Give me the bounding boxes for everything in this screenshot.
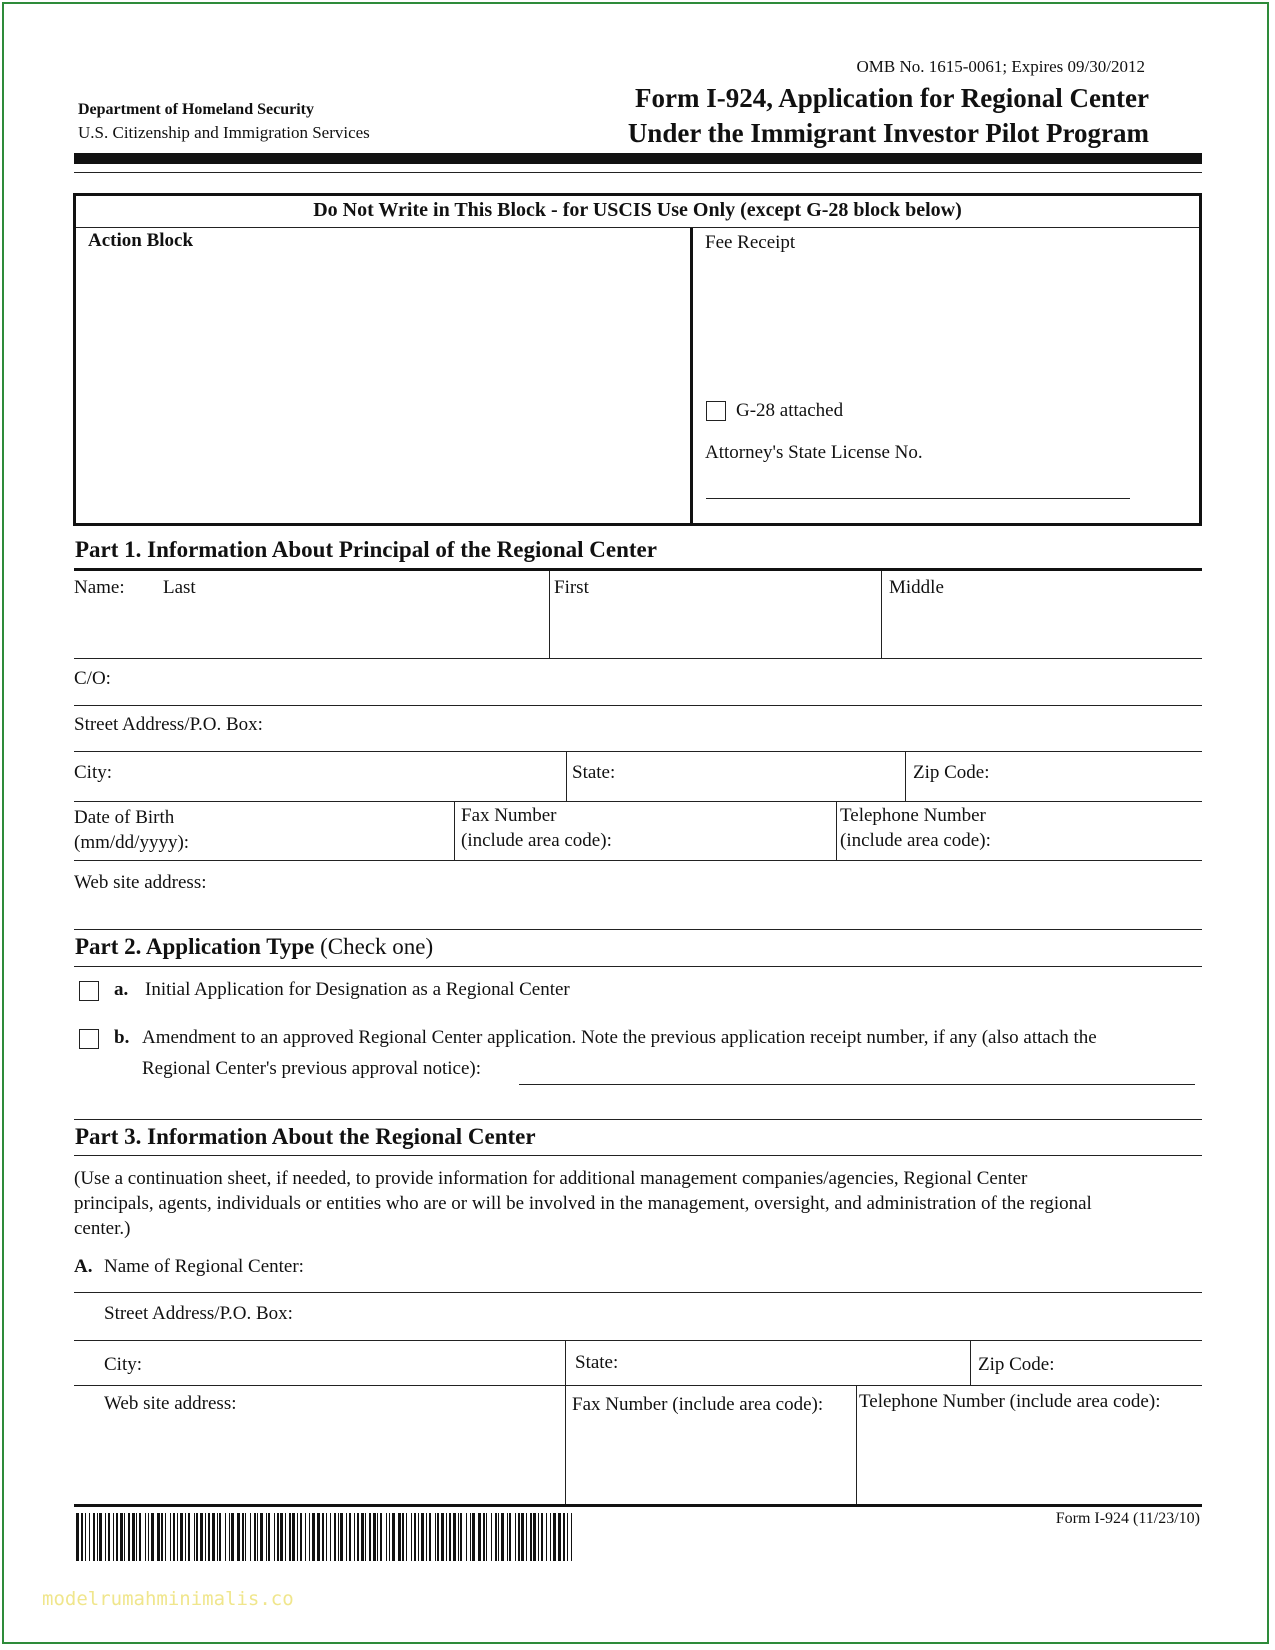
barcode-bar [365,1513,366,1561]
barcode-bar [165,1513,166,1561]
part2-title-rule [74,966,1202,967]
website-label: Web site address: [74,872,207,893]
state-divider [905,752,906,802]
barcode-bar [76,1513,79,1561]
barcode-bar [217,1513,218,1561]
barcode-bar [435,1513,436,1561]
barcode-bar [377,1513,378,1561]
fax-field[interactable] [630,802,836,860]
barcode-bar [148,1513,149,1561]
form-title-line1: Form I-924, Application for Regional Center [635,83,1149,113]
dob-divider [454,802,455,860]
barcode-bar [338,1513,339,1561]
form-title-line2: Under the Immigrant Investor Pilot Program [627,118,1149,148]
barcode-bar [157,1513,160,1561]
rc-fax-label: Fax Number (include area code): [572,1394,824,1415]
co-field[interactable] [120,659,1202,705]
barcode-bar [526,1513,527,1561]
dob-field[interactable] [205,802,454,860]
option-b-text-line1: Amendment to an approved Regional Center application. Note the previous application receipt number, if any (also attach the [142,1027,1097,1048]
barcode-bar [161,1513,163,1561]
barcode-bar [501,1513,504,1561]
barcode-bar [389,1513,390,1561]
barcode-bar [285,1513,286,1561]
barcode-bar [89,1513,90,1561]
barcode-bar [340,1513,343,1561]
barcode-bar [268,1513,270,1561]
barcode-bar [421,1513,424,1561]
barcode-bar [406,1513,407,1561]
barcode-bar [312,1513,315,1561]
agency-name: U.S. Citizenship and Immigration Services [78,123,370,142]
barcode-bar [386,1513,387,1561]
barcode-bar [260,1513,263,1561]
barcode-bar [472,1513,475,1561]
barcode-bar [242,1513,244,1561]
barcode-bar [105,1513,106,1561]
rc-street-field[interactable] [320,1293,1202,1340]
barcode-bar [277,1513,279,1561]
barcode-bar [470,1513,471,1561]
barcode-bar [483,1513,485,1561]
watermark: modelrumahminimalis.co [42,1588,294,1610]
barcode-bar [113,1513,114,1561]
rc-city-label: City: [104,1354,143,1375]
barcode-bar [414,1513,416,1561]
rc-state-field[interactable] [630,1341,970,1385]
barcode-bar [392,1513,395,1561]
barcode-bar [289,1513,291,1561]
barcode-bar [437,1513,439,1561]
part3-note-line1: (Use a continuation sheet, if needed, to provide information for additional management companies/agencies, Regional Center [74,1168,1028,1189]
barcode-bar [257,1513,258,1561]
action-block-label: Action Block [88,230,194,251]
last-name-field[interactable] [74,571,549,657]
rc-zip-label: Zip Code: [978,1354,1055,1375]
barcode-bar [132,1513,135,1561]
uscis-block-heading: Do Not Write in This Block - for USCIS Use Only (except G-28 block below) [313,199,962,221]
barcode-bar [334,1513,336,1561]
barcode-bar [177,1513,178,1561]
barcode-bar [460,1513,462,1561]
barcode-bar [173,1513,175,1561]
barcode-bar [567,1513,568,1561]
option-a-text: Initial Application for Designation as a Regional Center [145,979,570,1000]
omb-number: OMB No. 1615-0061; Expires 09/30/2012 [856,57,1145,76]
uscis-heading-rule [76,227,1199,228]
option-a-checkbox[interactable] [79,981,99,1001]
part3-note-line2: principals, agents, individuals or entities who are or will be involved in the management, oversight, and administration of the regional [74,1193,1092,1214]
street-label: Street Address/P.O. Box: [74,714,263,735]
barcode-bar [297,1513,298,1561]
barcode-bar [116,1513,118,1561]
barcode-bar [99,1513,102,1561]
rc-city-rule [74,1385,1202,1386]
barcode-bar [357,1513,359,1561]
barcode-bar [194,1513,195,1561]
barcode-bar [361,1513,364,1561]
rc-fax-field[interactable] [566,1420,856,1504]
rc-website-label: Web site address: [104,1393,237,1414]
barcode-bar [300,1513,302,1561]
barcode-bar [188,1513,190,1561]
barcode-bar [225,1513,226,1561]
part3-title: Part 3. Information About the Regional Center [75,1124,536,1149]
first-name-label: First [554,577,589,598]
footer-rule [74,1504,1202,1507]
barcode-bar [170,1513,171,1561]
part2-title-note: (Check one) [314,934,434,959]
barcode-bar [229,1513,230,1561]
barcode-bar [466,1513,467,1561]
barcode-bar [93,1513,95,1561]
rc-zip-field[interactable] [1070,1341,1202,1385]
barcode-bar [563,1513,565,1561]
fax-label-line2: (include area code): [461,830,612,851]
telephone-field[interactable] [1010,802,1202,860]
fee-receipt-label: Fee Receipt [705,232,796,253]
barcode-bar [402,1513,404,1561]
barcode-bar [322,1513,324,1561]
barcode-bar [196,1513,198,1561]
barcode-bar [180,1513,183,1561]
form-id: Form I-924 (11/23/10) [1055,1510,1200,1527]
barcode-bar [145,1513,146,1561]
barcode-bar [515,1513,516,1561]
barcode-bar [373,1513,376,1561]
fax-divider [836,802,837,860]
city-divider [566,752,567,802]
fax-label-line1: Fax Number [461,805,557,826]
barcode-bar [521,1513,524,1561]
barcode-bar [212,1513,215,1561]
dob-label-line2: (mm/dd/yyyy): [74,832,190,853]
barcode-bar [354,1513,355,1561]
uscis-use-block [73,193,1202,526]
barcode-bar [369,1513,371,1561]
barcode-bar [330,1513,331,1561]
barcode-bar [411,1513,412,1561]
barcode-bar [550,1513,551,1561]
g28-attached-checkbox[interactable] [706,401,726,421]
barcode-bar [120,1513,123,1561]
g28-attached-label: G-28 attached [736,400,844,421]
header-thin-rule [74,172,1202,173]
barcode-bar [398,1513,401,1561]
street-field[interactable] [290,706,1202,751]
rc-street-label: Street Address/P.O. Box: [104,1303,293,1324]
rc-state-label: State: [575,1352,619,1373]
barcode-bar [237,1513,240,1561]
barcode-bar [219,1513,221,1561]
uscis-block-divider [690,228,693,523]
barcode-bar [538,1513,539,1561]
barcode-bar [309,1513,310,1561]
barcode-bar [97,1513,98,1561]
middle-name-field[interactable] [882,571,1202,657]
barcode-bar [292,1513,295,1561]
barcode-bar [553,1513,556,1561]
barcode-bar [546,1513,547,1561]
barcode-bar [486,1513,487,1561]
regional-center-name-field[interactable] [330,1246,1202,1292]
barcode-bar [128,1513,130,1561]
barcode-bar [458,1513,459,1561]
barcode-bar [245,1513,246,1561]
zip-field[interactable] [1003,752,1202,801]
barcode-bar [81,1513,83,1561]
attorney-license-field[interactable] [706,498,1130,499]
regional-center-name-label: Name of Regional Center: [104,1256,304,1277]
rc-state-divider [970,1341,971,1386]
attorney-license-label: Attorney's State License No. [705,442,923,463]
barcode-bar [541,1513,543,1561]
barcode-bar [346,1513,347,1561]
department-name: Department of Homeland Security [78,101,314,118]
barcode-bar [208,1513,210,1561]
barcode-bar [250,1513,251,1561]
barcode-bar [495,1513,497,1561]
barcode-bar [136,1513,137,1561]
barcode-bar [478,1513,481,1561]
rc-telephone-field[interactable] [857,1420,1202,1504]
part3-note-line3: center.) [74,1218,131,1239]
barcode-bar [441,1513,444,1561]
barcode-bar [453,1513,456,1561]
option-b-checkbox[interactable] [79,1029,99,1049]
barcode-bar [509,1513,511,1561]
city-field[interactable] [120,752,565,801]
telephone-label-line2: (include area code): [840,830,991,851]
barcode-bar [449,1513,451,1561]
website-row-rule [74,929,1202,930]
barcode-bar [446,1513,447,1561]
barcode-bar [108,1513,110,1561]
barcode-bar [85,1513,86,1561]
barcode-bar [571,1513,572,1561]
name-label: Name: [74,577,125,598]
barcode-bar [139,1513,141,1561]
barcode-bar [151,1513,154,1561]
barcode-bar [429,1513,431,1561]
previous-receipt-field[interactable] [519,1084,1195,1085]
city-label: City: [74,762,113,783]
header-thick-rule [74,153,1202,164]
option-a-letter: a. [114,979,129,1000]
co-label: C/O: [74,668,111,689]
barcode-bar [124,1513,125,1561]
barcode-bar [418,1513,419,1561]
part2-title [75,934,433,960]
rc-city-field[interactable] [150,1341,565,1385]
barcode-bar [317,1513,320,1561]
rc-website-field[interactable] [75,1420,565,1504]
state-label: State: [572,762,616,783]
barcode-bar [491,1513,492,1561]
barcode-bar [518,1513,520,1561]
barcode-bar [305,1513,306,1561]
barcode-bar [280,1513,283,1561]
barcode-bar [274,1513,275,1561]
barcode-bar [530,1513,532,1561]
option-b-text-line2: Regional Center's previous approval notice): [142,1058,481,1079]
option-b-letter: b. [114,1027,130,1048]
barcode-bar [205,1513,206,1561]
dob-label-line1: Date of Birth [74,807,175,828]
middle-name-label: Middle [889,577,944,598]
barcode-bar [380,1513,382,1561]
part3-title-rule [74,1155,1202,1156]
website-field[interactable] [230,861,1202,929]
barcode-bar [558,1513,561,1561]
barcode-bar [185,1513,186,1561]
part3-top-rule [74,1119,1202,1120]
telephone-label-line1: Telephone Number [840,805,986,826]
last-name-label: Last [163,577,196,598]
barcode-bar [326,1513,327,1561]
barcode [76,1513,576,1561]
barcode-bar [254,1513,256,1561]
barcode-bar [349,1513,351,1561]
part2-title-text: Part 2. Application Type [75,934,315,959]
barcode-bar [231,1513,234,1561]
regional-center-letter: A. [74,1256,93,1277]
barcode-bar [200,1513,203,1561]
part1-title: Part 1. Information About Principal of the Regional Center [75,537,657,562]
barcode-bar [507,1513,508,1561]
state-field[interactable] [626,752,905,801]
barcode-bar [426,1513,427,1561]
first-name-field[interactable] [550,571,881,657]
barcode-bar [533,1513,536,1561]
barcode-bar [498,1513,499,1561]
zip-label: Zip Code: [913,762,990,783]
rc-telephone-label: Telephone Number (include area code): [859,1391,1161,1412]
barcode-bar [266,1513,267,1561]
